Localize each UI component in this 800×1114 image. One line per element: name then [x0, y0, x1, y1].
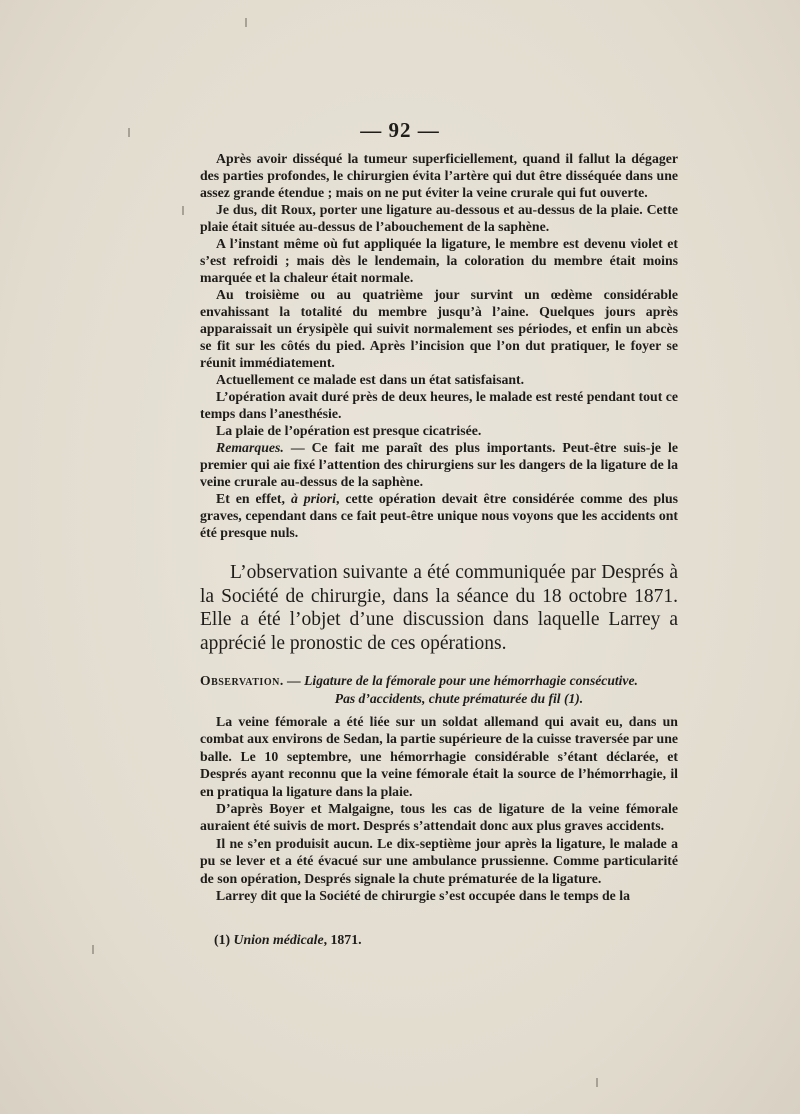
footnote-year: , 1871.	[323, 932, 362, 947]
footnote-marker: (1)	[214, 932, 234, 947]
paper-speck	[245, 18, 247, 27]
paper-speck	[128, 128, 130, 137]
remarks-text: — Ce fait me paraît des plus importants. Peut-être suis-je le premier qui aie fixé l’attention des chirurgiens sur les dangers de la ligature de la veine crurale au-dessus de la saphène.	[200, 440, 678, 489]
main-text-block	[200, 150, 678, 541]
observation-heading	[200, 672, 678, 707]
page-number: — 92 —	[360, 118, 440, 142]
paragraph: Après avoir disséqué la tumeur superficiellement, quand il fallut la dégager des parties profondes, le chirurgien évita l’artère qui dut être disséquée dans une assez grande étendue ; mais on ne put éviter la veine crurale qui fut ouverte.	[200, 151, 678, 200]
remarks-label: Remarques.	[216, 440, 284, 455]
intro-paragraph: L’observation suivante a été communiquée par Després à la Société de chirurgie, dans la séance du 18 octobre 1871. Elle a été l’objet d’une discussion dans laquelle Larrey a apprécié le pronostic de ces opérations.	[200, 562, 678, 654]
paragraph-lead: Et en effet,	[216, 491, 291, 506]
footnote	[214, 932, 674, 948]
paragraph: D’après Boyer et Malgaigne, tous les cas de ligature de la veine fémorale auraient été suivis de mort. Després s’attendait donc aux plus graves accidents.	[200, 801, 678, 834]
paragraph: Je dus, dit Roux, porter une ligature au-dessous et au-dessus de la plaie. Cette plaie était située au-dessus de l’abouchement de la saphène.	[200, 202, 678, 234]
paragraph: La plaie de l’opération est presque cicatrisée.	[216, 423, 482, 438]
paper-speck	[596, 1078, 598, 1087]
paragraph: A l’instant même où fut appliquée la ligature, le membre est devenu violet et s’est refroidi ; mais dès le lendemain, la coloration du membre était moins marquée et la chaleur était normale.	[200, 236, 678, 285]
paragraph: L’opération avait duré près de deux heures, le malade est resté pendant tout ce temps dans l’anesthésie.	[200, 389, 678, 421]
footnote-source: Union médicale	[233, 932, 324, 947]
observation-title: — Ligature de la fémorale pour une hémorrhagie consécutive.	[283, 673, 638, 688]
remarks-paragraph	[200, 439, 678, 490]
paragraph: La veine fémorale a été liée sur un soldat allemand qui avait eu, dans un combat aux environs de Sedan, la partie supérieure de la cuisse traversée par une balle. Le 10 septembre, une hémorrhagie considérable s’étant déclarée, et Després ayant reconnu que la veine fémorale était la source de l’hémorrhagie, il en pratiqua la ligature dans la plaie.	[200, 714, 678, 799]
observation-label: Observation.	[200, 673, 284, 688]
paragraph-emphasis: à priori	[290, 491, 336, 506]
paragraph: Au troisième ou au quatrième jour survint un œdème considérable envahissant la totalité du membre jusqu’à l’aine. Quelques jours après apparaissait un érysipèle qui suivit normalement ses périodes, et enfin un abcès se fit sur les côtés du pied. Après l’incision que l’on dut pratiquer, le foyer se réunit immédiatement.	[200, 287, 678, 370]
paper-speck	[92, 945, 94, 954]
paper-speck	[182, 206, 184, 215]
paragraph: Actuellement ce malade est dans un état satisfaisant.	[216, 372, 525, 387]
observation-subtitle: Pas d’accidents, chute prématurée du fil (1).	[334, 690, 584, 706]
paragraph: Il ne s’en produisit aucun. Le dix-septième jour après la ligature, le malade a pu se lever et a été évacué sur une ambulance prussienne. Comme particularité de son opération, Després signale la chute prématurée de la ligature.	[200, 835, 678, 886]
paragraph	[200, 490, 678, 541]
paragraph-text: , cette opération devait être considérée comme des plus graves, cependant dans ce fait peut-être unique nous voyons que les accidents ont été presque nuls.	[200, 491, 678, 540]
observation-body	[200, 713, 678, 904]
paragraph: Larrey dit que la Société de chirurgie s’est occupée dans le temps de la	[216, 888, 630, 904]
